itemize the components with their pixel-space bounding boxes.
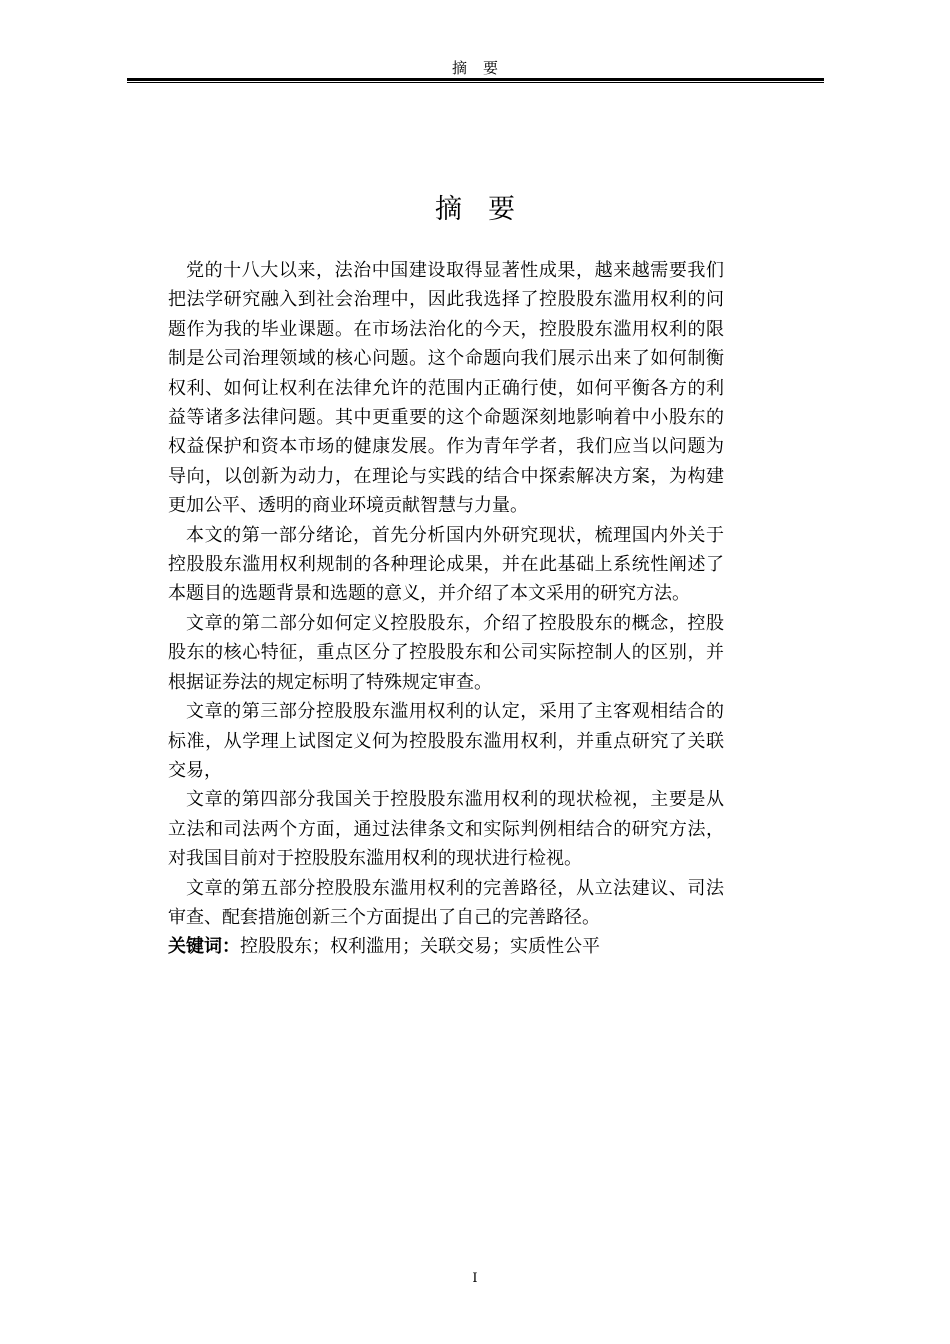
page-number: I: [472, 1271, 478, 1286]
abstract-body: [168, 256, 724, 962]
paragraph: 文章的第二部分如何定义控股股东，介绍了控股股东的概念，控股股东的核心特征，重点区分了控股股东和公司实际控制人的区别，并根据证券法的规定标明了特殊规定审查。: [168, 612, 724, 693]
paragraph: 文章的第四部分我国关于控股股东滥用权利的现状检视，主要是从立法和司法两个方面，通过法律条文和实际判例相结合的研究方法，对我国目前对于控股股东滥用权利的现状进行检视。: [168, 789, 724, 870]
header-rule-thick: [127, 78, 824, 81]
paragraph: 党的十八大以来，法治中国建设取得显著性成果，越来越需要我们把法学研究融入到社会治理中，因此我选择了控股股东滥用权利的问题作为我的毕业课题。在市场法治化的今天，控股股东滥用权利的限制是公司治理领域的核心问题。这个命题向我们展示出来了如何制衡权利、如何让权利在法律允许的范围内正确行使，如何平衡各方的利益等诸多法律问题。其中更重要的这个命题深刻地影响着中小股东的权益保护和资本市场的健康发展。作为青年学者，我们应当以问题为导向，以创新为动力，在理论与实践的结合中探索解决方案，为构建更加公平、透明的商业环境贡献智慧与力量。: [168, 260, 724, 517]
paragraph: 本文的第一部分绪论，首先分析国内外研究现状，梳理国内外关于控股股东滥用权利规制的各种理论成果，并在此基础上系统性阐述了本题目的选题背景和选题的意义，并介绍了本文采用的研究方法。: [168, 524, 724, 605]
paragraph: 文章的第三部分控股股东滥用权利的认定，采用了主客观相结合的标准，从学理上试图定义何为控股股东滥用权利，并重点研究了关联交易，: [168, 701, 724, 781]
paragraph: 文章的第五部分控股股东滥用权利的完善路径，从立法建议、司法审查、配套措施创新三个方面提出了自己的完善路径。: [168, 877, 724, 928]
keywords-text: 控股股东；权利滥用；关联交易；实质性公平: [240, 936, 600, 958]
keywords-line: [168, 932, 724, 961]
running-header: 摘要: [451, 59, 514, 77]
keywords-label: 关键词：: [168, 936, 240, 958]
page-title: 摘要: [435, 194, 541, 225]
header-rule-thin: [127, 82, 824, 83]
